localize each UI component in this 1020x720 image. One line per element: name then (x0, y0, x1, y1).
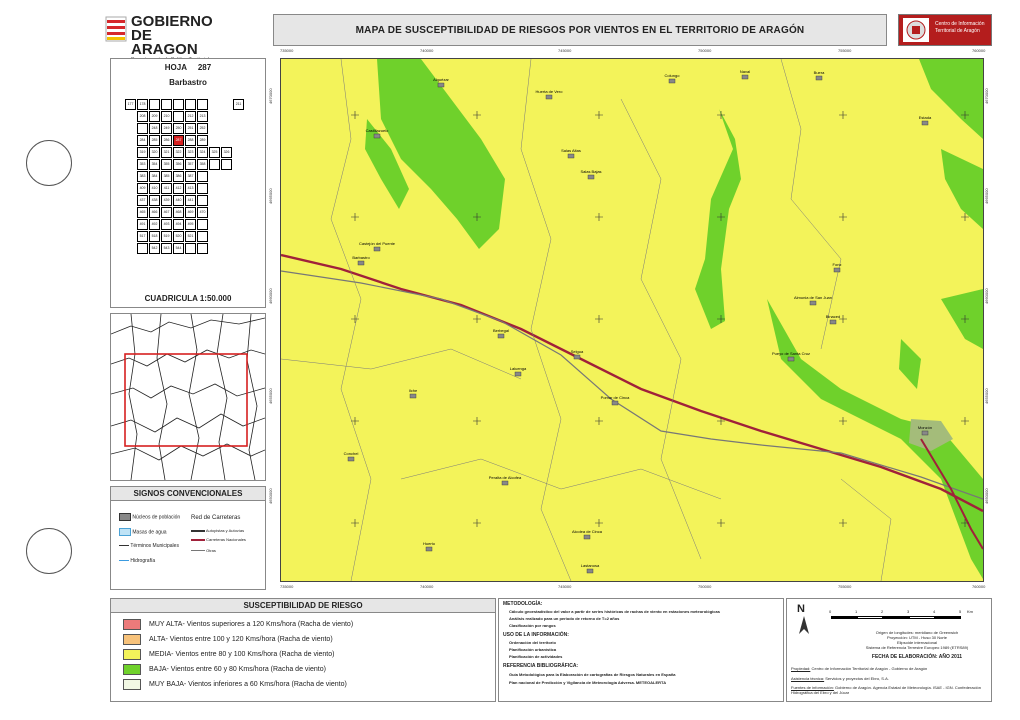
metodologia-panel (498, 598, 784, 702)
place-label: Almunia de San Juan (793, 295, 833, 300)
gobierno-logo (105, 13, 215, 58)
riesgo-row (123, 679, 347, 690)
info-fecha: FECHA DE ELABORACIÓN: AÑO 2011 (871, 654, 963, 660)
riesgo-name: MEDIA (149, 651, 172, 658)
riesgo-desc: - Vientos superiores a 120 Kms/hora (Racha de viento) (182, 621, 354, 628)
place-label: Buera (813, 70, 825, 75)
place-label: Alcolea de Cinca (571, 529, 603, 534)
sheet-cell[interactable]: 521 (185, 231, 196, 242)
signos-panel (110, 486, 266, 590)
y-tick-label: 4655000 (984, 388, 989, 404)
sheet-cell[interactable]: 320 (149, 147, 160, 158)
place-marker (348, 457, 354, 461)
sheet-cell[interactable]: 492 (149, 219, 160, 230)
sheet-cell[interactable]: 324 (197, 147, 208, 158)
sheet-cell[interactable]: 288 (185, 135, 196, 146)
sheet-cell[interactable]: 542 (149, 243, 160, 254)
cita-line2: Territorial de Aragón (935, 28, 980, 34)
info-fuentes: Fuentes de información: Gobierno de Aragón. Agencia Estatal de Meteorología. ISAE - IGN. Confederación Hidrográfica del Ebro y del Júcar (791, 685, 981, 695)
place-label: Lastanosa (580, 563, 600, 568)
location-map (110, 313, 266, 481)
sheet-cell-empty (197, 219, 208, 230)
x-tick-label: 760000 (972, 584, 986, 589)
uso-title: USO DE LA INFORMACIÓN: (503, 632, 569, 638)
sheet-cell-empty (197, 99, 208, 110)
uso2: Planificación urbanística (509, 647, 557, 652)
sheet-cell[interactable]: 248 (149, 123, 160, 134)
cita-line1: Centro de Información (935, 21, 985, 27)
place-label: Ilche (408, 388, 418, 393)
sheet-cell[interactable]: 439 (161, 195, 172, 206)
uso1: Ordenación del territorio (509, 640, 556, 645)
sheet-cell[interactable]: 358 (197, 159, 208, 170)
water-icon (119, 528, 131, 536)
place-marker (498, 334, 504, 338)
place-marker (374, 134, 380, 138)
sheet-cell[interactable]: 495 (185, 219, 196, 230)
sheet-cell[interactable]: 383 (137, 171, 148, 182)
riesgo-row (123, 649, 334, 660)
scale-tick: 4 (933, 609, 936, 614)
riesgo-desc: - Vientos entre 100 y 120 Kms/hora (Racha de viento) (165, 636, 333, 643)
main-map[interactable] (280, 58, 984, 582)
sheet-cell[interactable]: 251 (185, 123, 196, 134)
cita-logo (898, 14, 992, 46)
place-label: Salas Altas (561, 148, 581, 153)
place-label: Huerta de Vero (535, 89, 563, 94)
sheet-cell[interactable]: 384 (149, 171, 160, 182)
riesgo-swatch (123, 649, 141, 660)
sheet-cell[interactable]: 518 (149, 231, 160, 242)
aragon-crest-icon (105, 16, 127, 42)
riesgo-name: MUY BAJA (149, 681, 184, 688)
map-title-text: MAPA DE SUSCEPTIBILIDAD DE RIESGOS POR VIENTOS EN EL TERRITORIO DE ARAGÓN (355, 24, 805, 36)
sheet-cell[interactable]: 493 (161, 219, 172, 230)
sheet-cell[interactable]: 353 (137, 159, 148, 170)
scale-unit: Km (967, 609, 973, 614)
place-marker (410, 394, 416, 398)
riesgo-name: ALTA (149, 636, 166, 643)
y-tick-label: 4650000 (984, 488, 989, 504)
sheet-cell[interactable]: 209 (149, 111, 160, 122)
riesgo-swatch (123, 634, 141, 645)
place-marker (922, 121, 928, 125)
sheet-cell[interactable]: 210 (161, 111, 172, 122)
sheet-cell[interactable]: 491 (137, 219, 148, 230)
sheet-cell[interactable]: 410 (149, 183, 160, 194)
cita-globe-icon (903, 18, 929, 42)
red-nacional: Carreteras Nacionales (191, 537, 246, 542)
meto-line2: Análisis realizado para un periodo de retorno de T=2 años (509, 616, 620, 621)
sheet-cell[interactable]: 286 (161, 135, 172, 146)
place-marker (742, 75, 748, 79)
riesgo-desc: - Vientos entre 80 y 100 Kms/hora (Racha de viento) (171, 651, 335, 658)
sheet-cell-empty (173, 99, 184, 110)
logo-title-2: DE ARAGON (131, 27, 198, 58)
sheet-cell[interactable]: 519 (161, 231, 172, 242)
signos-terminos: Términos Municipales (119, 543, 179, 550)
punch-hole-bottom (26, 528, 72, 574)
place-label: Conchel (343, 451, 359, 456)
sheet-cell[interactable]: 213 (197, 111, 208, 122)
x-tick-label: 735000 (280, 48, 294, 53)
hoja-panel (110, 58, 266, 308)
y-tick-label: 4655000 (268, 388, 273, 404)
scale-tick: 3 (907, 609, 910, 614)
info-asistencia: Asistencia técnica: Servicios y proyectos del Ebro, S.A. (791, 676, 889, 681)
sheet-cell-empty (197, 231, 208, 242)
sheet-cell[interactable]: 249 (161, 123, 172, 134)
sheet-cell[interactable]: 285 (149, 135, 160, 146)
sheet-cell-empty (173, 111, 184, 122)
scale-tick: 2 (881, 609, 884, 614)
sheet-cell-empty (137, 123, 148, 134)
ref2: Plan nacional de Predicción y Vigilancia de Meteorología Adversa. METEOALERTA (509, 680, 667, 685)
sheet-cell[interactable]: 438 (149, 195, 160, 206)
cuadricula-label: CUADRICULA 1:50.000 (144, 294, 232, 303)
sheet-cell[interactable]: 321 (161, 147, 172, 158)
scale-tick: 0 (829, 609, 832, 614)
sheet-cell[interactable]: 354 (149, 159, 160, 170)
zone-media (281, 59, 983, 581)
hoja-number: 287 (197, 63, 212, 72)
sheet-cell[interactable]: 517 (137, 231, 148, 242)
sheet-cell-empty (197, 195, 208, 206)
x-tick-label: 755000 (838, 48, 852, 53)
sheet-cell[interactable]: 465 (137, 207, 148, 218)
x-tick-label: 750000 (698, 48, 712, 53)
other-road-icon (191, 550, 205, 551)
sheet-cell-empty (185, 243, 196, 254)
place-marker (810, 301, 816, 305)
riesgo-row (123, 634, 333, 645)
hoja-label-row (111, 63, 265, 72)
ref1: Guía Metodológica para la Elaboración de cartografías de Riesgos Naturales en España (509, 672, 676, 677)
sheet-cell[interactable]: 520 (173, 231, 184, 242)
sheet-cell[interactable]: 287 (173, 135, 184, 146)
y-tick-label: 4660000 (984, 288, 989, 304)
hoja-label: HOJA (164, 63, 187, 72)
sheet-cell[interactable]: 387 (185, 171, 196, 182)
signos-title: SIGNOS CONVENCIONALES (111, 487, 265, 501)
place-marker (830, 320, 836, 324)
sheet-cell[interactable]: 211 (233, 99, 244, 110)
scale-tick: 1 (855, 609, 858, 614)
x-tick-label: 740000 (420, 48, 434, 53)
place-marker (438, 83, 444, 87)
place-marker (588, 175, 594, 179)
place-marker (574, 355, 580, 359)
sheet-cell[interactable]: 356 (173, 159, 184, 170)
national-road-icon (191, 539, 205, 541)
map-title (273, 14, 887, 46)
sheet-cell-empty (185, 99, 196, 110)
sheet-cell-empty (149, 99, 160, 110)
north-arrow-icon (799, 616, 809, 634)
y-tick-label: 4665000 (268, 188, 273, 204)
place-label: Barbastro (352, 255, 370, 260)
riesgo-swatch (123, 664, 141, 675)
riesgo-row (123, 619, 353, 630)
location-map-svg (111, 314, 265, 480)
sheet-cell[interactable]: 355 (161, 159, 172, 170)
place-marker (922, 431, 928, 435)
x-tick-label: 755000 (838, 584, 852, 589)
y-tick-label: 4660000 (268, 288, 273, 304)
place-label: Pomar de Cinca (600, 395, 630, 400)
poblacion-icon (119, 513, 131, 521)
sheet-cell[interactable]: 385 (161, 171, 172, 182)
riesgo-panel (110, 598, 496, 702)
x-tick-label: 760000 (972, 48, 986, 53)
sheet-cell[interactable]: 208 (137, 111, 148, 122)
scale-segment (909, 616, 935, 619)
place-label: Castillazuelo (365, 128, 389, 133)
sheet-cell[interactable]: 470 (197, 207, 208, 218)
sheet-cell[interactable]: 467 (161, 207, 172, 218)
place-marker (546, 95, 552, 99)
y-tick-label: 4670000 (268, 88, 273, 104)
main-map-frame (266, 44, 994, 595)
x-tick-label: 750000 (698, 584, 712, 589)
riesgo-swatch (123, 679, 141, 690)
info-propiedad: Propiedad: Centro de Información Territorial de Aragón - Gobierno de Aragón (791, 666, 928, 671)
sheet-cell[interactable]: 440 (173, 195, 184, 206)
scale-segment (883, 616, 909, 619)
ref-title: REFERENCIA BIBLIOGRÁFICA: (503, 663, 579, 669)
meto-line3: Clasificación por rangos (509, 623, 556, 628)
place-label: Colungo (664, 73, 680, 78)
place-label: Alquézar (433, 77, 449, 82)
sheet-cell-empty (209, 159, 220, 170)
riesgo-name: MUY ALTA (149, 621, 183, 628)
place-marker (587, 569, 593, 573)
place-label: Castejón del Puente (358, 241, 396, 246)
scale-segment (935, 616, 961, 619)
sheet-cell[interactable]: 323 (185, 147, 196, 158)
x-tick-label: 745000 (558, 48, 572, 53)
sheet-cell-empty (197, 171, 208, 182)
place-label: Pueyo de Santa Cruz (771, 351, 811, 356)
place-label: Laluenga (509, 366, 527, 371)
riesgo-title: SUSCEPTIBILIDAD DE RIESGO (111, 599, 495, 613)
place-label: Binaced (825, 314, 841, 319)
riesgo-name: BAJA (149, 666, 167, 673)
sheet-cell[interactable]: 543 (161, 243, 172, 254)
y-tick-label: 4665000 (984, 188, 989, 204)
sheet-cell[interactable]: 289 (197, 135, 208, 146)
info-proyeccion: Proyección: UTM - Huso 30 Norte (886, 635, 948, 640)
place-marker (834, 268, 840, 272)
meto-title: METODOLOGÍA: (503, 601, 543, 607)
sheet-cell[interactable]: 413 (185, 183, 196, 194)
sheet-cell[interactable]: 468 (173, 207, 184, 218)
sheet-cell[interactable]: 441 (185, 195, 196, 206)
info-elipsoide: Elipsoide internacional (896, 640, 938, 645)
sheet-cell[interactable]: 469 (185, 207, 196, 218)
sheet-cell[interactable]: 326 (221, 147, 232, 158)
red-otras: Otras (191, 548, 216, 553)
sheet-cell[interactable]: 412 (173, 183, 184, 194)
place-marker (568, 154, 574, 158)
y-tick-label: 4650000 (268, 488, 273, 504)
place-label: Estada (918, 115, 932, 120)
y-tick-label: 4670000 (984, 88, 989, 104)
place-marker (669, 79, 675, 83)
place-label: Monzón (917, 425, 933, 430)
sheet-cell-empty (161, 99, 172, 110)
red-autopista: Autopistas y Autovías (191, 528, 244, 533)
place-label: Peralta de Alcofea (488, 475, 522, 480)
hoja-name: Barbastro (169, 78, 207, 87)
scale-tick: 5 (959, 609, 962, 614)
current-sheet-frame (125, 354, 247, 446)
sheet-cell[interactable]: 322 (173, 147, 184, 158)
sheet-index-grid (125, 99, 255, 279)
sheet-cell[interactable]: 357 (185, 159, 196, 170)
boundary-icon (119, 545, 129, 546)
punch-hole-top (26, 140, 72, 186)
logo-title-1: GOBIERNO (131, 13, 213, 30)
sheet-cell-empty (137, 243, 148, 254)
sheet-cell-empty (197, 183, 208, 194)
place-marker (584, 535, 590, 539)
place-marker (426, 547, 432, 551)
sheet-cell[interactable]: 494 (173, 219, 184, 230)
place-label: Huerto (422, 541, 436, 546)
place-marker (502, 481, 508, 485)
info-sistema: Sistema de Referencia Terrestre Europeo 1989 (ETRS89) (865, 645, 969, 650)
x-tick-label: 735000 (280, 584, 294, 589)
place-marker (515, 372, 521, 376)
info-panel (786, 598, 992, 702)
x-tick-label: 745000 (558, 584, 572, 589)
place-label: Selgua (570, 349, 584, 354)
x-tick-label: 740000 (420, 584, 434, 589)
sheet-cell[interactable]: 544 (173, 243, 184, 254)
meto-line1: Cálculo geoestadístico del valor a partir de series históricas de rachas de viento en estaciones meteorológicas (509, 609, 720, 614)
riesgo-row (123, 664, 326, 675)
sheet-cell[interactable]: 178 (137, 99, 148, 110)
signos-agua: Masas de agua (119, 528, 167, 536)
sheet-cell[interactable]: 411 (161, 183, 172, 194)
sheet-cell[interactable]: 325 (209, 147, 220, 158)
info-origen: Origen de longitudes: meridiano de Greenwich (875, 630, 959, 635)
red-title: Red de Carreteras (191, 515, 241, 521)
riesgo-desc: - Vientos inferiores a 60 Kms/hora (Racha de viento) (183, 681, 347, 688)
uso3: Planificación de actividades (509, 654, 563, 659)
riesgo-swatch (123, 619, 141, 630)
sheet-cell[interactable]: 284 (137, 135, 148, 146)
place-marker (788, 357, 794, 361)
sheet-cell[interactable]: 409 (137, 183, 148, 194)
sheet-cell[interactable]: 250 (173, 123, 184, 134)
north-arrow-label: N (797, 603, 805, 615)
riesgo-desc: - Vientos entre 60 y 80 Kms/hora (Racha de viento) (166, 666, 326, 673)
scale-bar (831, 609, 981, 623)
river-icon (119, 560, 129, 561)
place-marker (816, 76, 822, 80)
sheet-cell[interactable]: 386 (173, 171, 184, 182)
sheet-cell-empty (221, 159, 232, 170)
sheet-cell-empty (197, 243, 208, 254)
signos-poblacion: Núcleos de población (119, 513, 180, 521)
scale-segment (857, 616, 883, 619)
place-label: Naval (739, 69, 751, 74)
place-label: Berbegal (492, 328, 510, 333)
signos-hidro: Hidrografía (119, 558, 155, 565)
place-label: Fonz (832, 262, 842, 267)
sheet-cell[interactable]: 177 (125, 99, 136, 110)
sheet-cell[interactable]: 252 (197, 123, 208, 134)
place-marker (612, 401, 618, 405)
place-marker (358, 261, 364, 265)
sheet-cell[interactable]: 466 (149, 207, 160, 218)
place-marker (374, 247, 380, 251)
motorway-icon (191, 530, 205, 532)
sheet-cell[interactable]: 212 (185, 111, 196, 122)
sheet-cell[interactable]: 319 (137, 147, 148, 158)
place-label: Salas Bajas (580, 169, 602, 174)
scale-segment (831, 616, 857, 619)
sheet-cell[interactable]: 437 (137, 195, 148, 206)
